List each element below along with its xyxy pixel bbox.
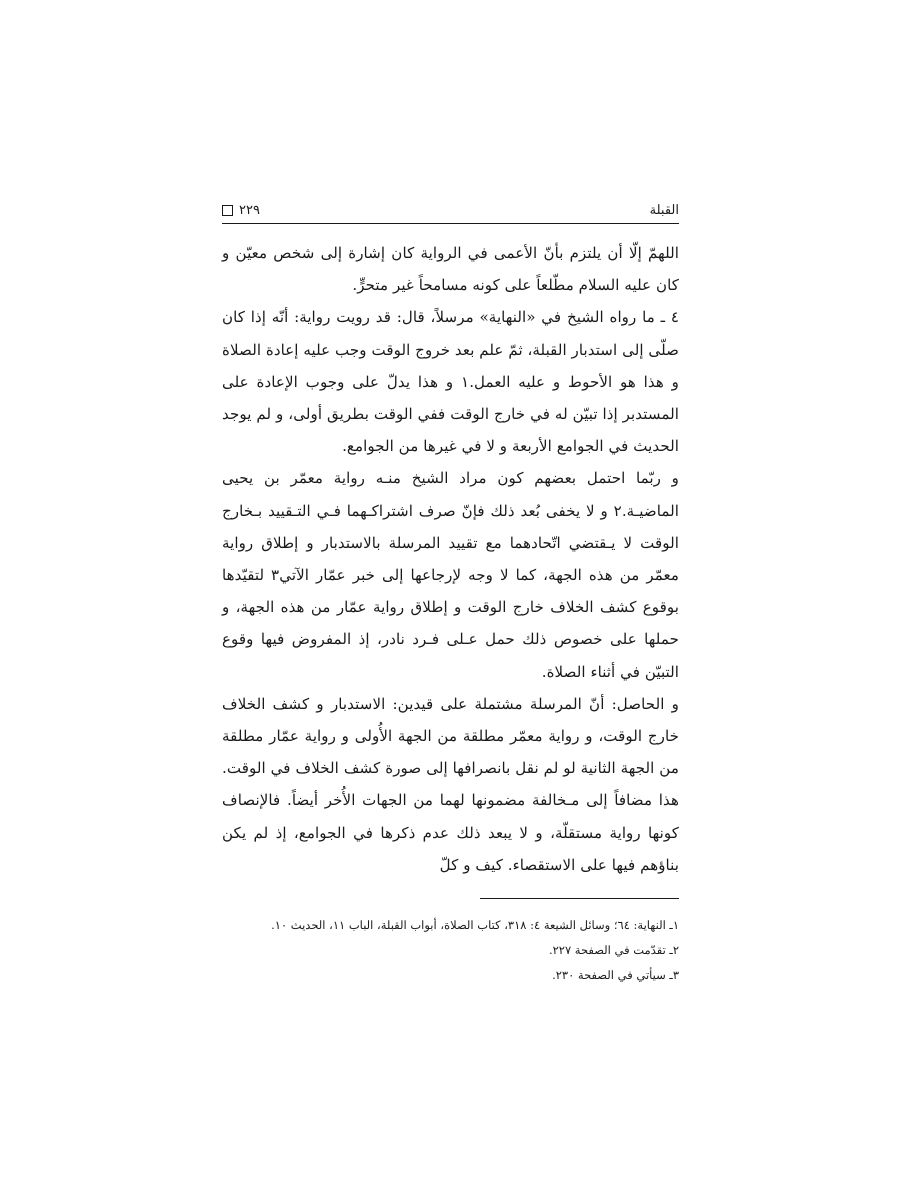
paragraph: و ربّما احتمل بعضهم كون مراد الشيخ منـه رواية معمّر بن يحيى الماضيـة.٢ و لا يخفى بُعد ذلك فإنّ صرف اشتراكـهما فـي التـقييد بـخارج الوقت لا يـقتضي اتّحادهما مع تقييد المرسلة بالاستدبار و إطلاق رواية معمّر من هذه الجهة، كما لا وجه لإرجاعها إلى خبر عمّار الآتي٣ لتقيّدها بوقوع كشف الخلاف خارج الوقت و إطلاق رواية عمّار من هذه الجهة، و حملها على خصوص ذلك حمل عـلى فـرد نادر، إذ المفروض فيها وقوع التبيّن في أثناء الصلاة. <box>222 469 679 681</box>
square-icon <box>222 205 233 216</box>
page-number-block <box>222 203 260 218</box>
main-text <box>222 237 679 881</box>
footnotes <box>222 913 679 988</box>
footnote: ٣ـ سيأتي في الصفحة ٢٣٠. <box>552 968 679 982</box>
chapter-title: القبلة <box>649 202 679 218</box>
page-number: ٢٢٩ <box>239 202 260 218</box>
paragraph: و الحاصل: أنّ المرسلة مشتملة على قيدين: الاستدبار و كشف الخلاف خارج الوقت، و رواية معمّر مطلقة من الجهة الأُولى و رواية عمّار مطلقة من الجهة الثانية لو لم نقل بانصرافها إلى صورة كشف الخلاف في الوقت. هذا مضافاً إلى مـخالفة مضمونها لهما من الجهات الأُخر أيضاً. فالإنصاف كونها رواية مستقلّة، و لا يبعد ذلك عدم ذكرها في الجوامع، إذ لم يكن بناؤهم فيها على الاستقصاء. كيف و كلّ <box>222 694 679 874</box>
footnote: ٢ـ تقدّمت في الصفحة ٢٢٧. <box>548 943 679 957</box>
page-header <box>222 197 679 224</box>
paragraph: اللهمّ إلّا أن يلتزم بأنّ الأعمى في الرواية كان إشارة إلى شخص معيّن و كان عليه السلام مطّلعاً على كونه مسامحاً غير متحرٍّ. <box>222 244 679 295</box>
footnote: ١ـ النهاية: ٦٤؛ وسائل الشيعة ٤: ٣١٨، كتاب الصلاة، أبواب القبلة، الباب ١١، الحديث ١٠. <box>271 918 679 932</box>
footnote-divider <box>480 898 679 899</box>
paragraph: ٤ ـ ما رواه الشيخ في «النهاية» مرسلاً، قال: قد رويت رواية: أنّه إذا كان صلّى إلى استدبار القبلة، ثمّ علم بعد خروج الوقت وجب عليه إعادة الصلاة و هذا هو الأحوط و عليه العمل.١ و هذا يدلّ على وجوب الإعادة على المستدبر إذا تبيّن له في خارج الوقت ففي الوقت بطريق أولى، و لم يوجد الحديث في الجوامع الأربعة و لا في غيرها من الجوامع. <box>222 308 680 456</box>
